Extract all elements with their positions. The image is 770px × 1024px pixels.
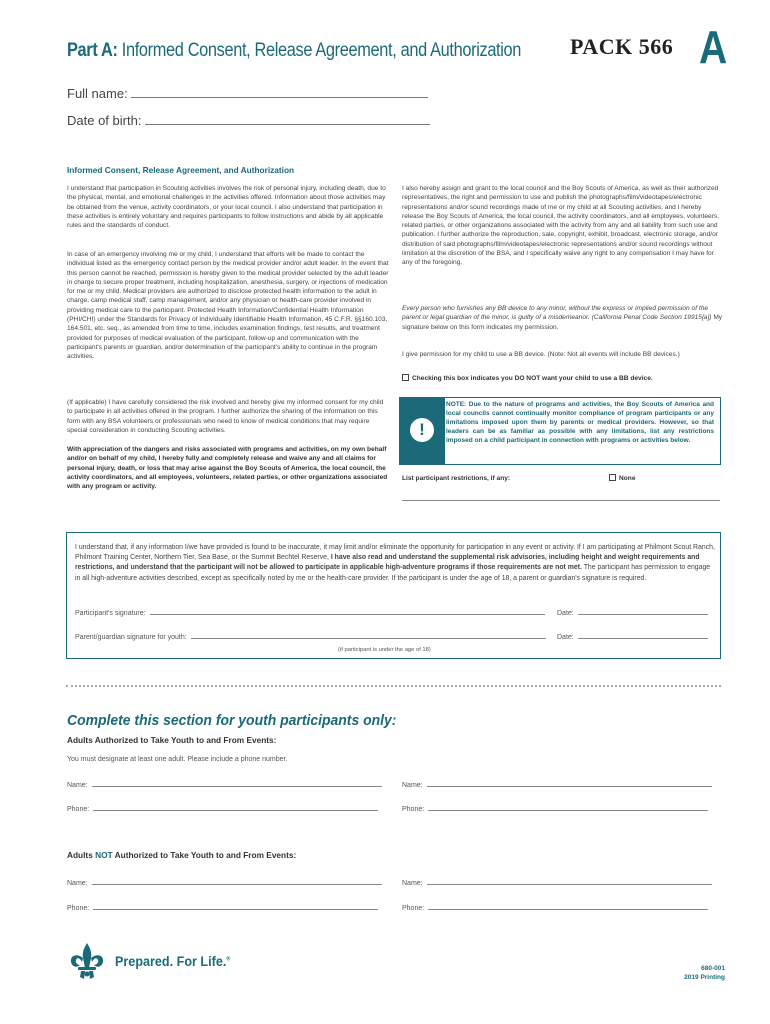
parent-signature-label: Parent/guardian signature for youth: — [75, 634, 187, 641]
statement-text: I understand that, if any information I/we have provided is found to be inaccurate, it may limit and/or eliminate the opportunity for participation in any event or activity. If I am participating at Philmont Scout Ranch, Philmont Training Center, Northern Tier, Sea Base, or the Summit Bechtel Reserve, — [75, 544, 715, 562]
consent-paragraph-3: (If applicable) I have carefully considered the risk involved and hereby give my informed consent for my child to participate in all activities offered in the program. I further authorize the sharing of the information on this form with any BSA volunteers or professionals who need to know of medical conditions that may require special consideration in conducting Scouting activities. — [67, 399, 384, 434]
section-divider — [66, 685, 721, 687]
authorized-name-2-row — [402, 780, 712, 789]
pack-number: PACK 566 — [570, 34, 674, 59]
parent-signature-row — [75, 632, 546, 641]
authorized-name-1-field[interactable] — [92, 780, 382, 787]
under-18-note: (if participant is under the age of 18) — [338, 647, 431, 653]
parent-date-field[interactable] — [578, 632, 708, 639]
name-label: Name: — [67, 782, 88, 789]
authorized-phone-1-field[interactable] — [93, 804, 378, 811]
youth-heading: Complete this section for youth participants only: — [67, 712, 397, 729]
full-name-field[interactable] — [131, 86, 428, 98]
not-heading-not: NOT — [95, 850, 113, 860]
restrictions-label: List participant restrictions, if any: — [402, 475, 511, 482]
consent-paragraph-1: I understand that participation in Scouting activities involves the risk of personal injury, including death, due to the physical, mental, and emotional challenges in the activities offered. Information about those activities may be obtained from the venue, activity coordinators, or your local council. I also understand that participation in these activities is entirely voluntary and requires participants to follow instructions and abide by all applicable rules and the standards of conduct. — [67, 185, 386, 230]
authorized-phone-2-field[interactable] — [428, 804, 708, 811]
not-heading-post: Authorized to Take Youth to and From Events: — [112, 850, 297, 860]
parent-date-label: Date: — [557, 634, 574, 641]
participant-signature-field[interactable] — [150, 608, 545, 615]
bb-permission-text: I give permission for my child to use a BB device. (Note: Not all events will include BB devices.) — [402, 351, 680, 358]
participant-date-row — [557, 608, 708, 617]
not-authorized-phone-2-field[interactable] — [428, 903, 708, 910]
phone-label: Phone: — [402, 806, 425, 813]
dob-label: Date of birth: — [67, 113, 142, 128]
name-label: Name: — [67, 880, 88, 887]
statement-bold: I have also read and understand the supplemental risk advisories, including height and weight requirements and restrictions, and understand that the participant will not be allowed to participate in applicable high-adventure programs if those requirements are not met. — [75, 554, 700, 572]
not-authorized-heading — [67, 850, 296, 860]
consent-paragraph-2: In case of an emergency involving me or my child, I understand that efforts will be made to contact the individual listed as the emergency contact person by the medical provider and/or adult leader. In the event that this person cannot be reached, permission is hereby given to the medical provider selected by the adult leader in charge to secure proper treatment, including hospitalization, anesthesia, surgery, or injections of medication for me or my child. Medical providers are authorized to disclose protected health information to the adult in charge, camp medical staff, camp management, and/or any physician or health-care provider involved in providing medical care to the participant. Protected Health Information/Confidential Health Information (PHI/CHI) under the Standards for Privacy of Individually Identifiable Health Information, 45 C.F.R. §§160.103, 164.501, etc. seq., as amended from time to time, includes examination findings, test results, and treatment provided for purposes of medical evaluation of the participant, follow-up and communication with the participant's parents or guardian, and/or determination of the participant's ability to continue in the program activities. — [67, 251, 389, 361]
part-label: Part A: — [67, 40, 118, 61]
phone-label: Phone: — [67, 806, 90, 813]
bsa-fleur-de-lis-icon — [67, 941, 107, 981]
not-authorized-name-2-field[interactable] — [427, 878, 712, 885]
media-release-paragraph: I also hereby assign and grant to the local council and the Boy Scouts of America, as well as their authorized representatives, the right and permission to use and publish the photographs/film/videotapes/electronic representations and/or sound recordings made of me or my child at all Scouting activities, and I hereby release the Boy Scouts of America, the local council, the activity coordinators, and all employees, volunteers, related parties, or other organizations associated with the activity from any and all liability from such use and publication. I further authorize the reproduction, sale, copyright, exhibit, broadcast, electronic storage, and/or distribution of said photographs/film/videotapes/electronic representations and/or sound recordings without limitation at the discretion of the BSA, and I specifically waive any right to any compensation I may have for any of the foregoing. — [402, 185, 720, 267]
bb-law-italic: Every person who furnishes any BB device to any minor, without the express or implied permission of the parent or legal guardian of the minor, is guilty of a misdemeanor. (California Penal Code Section 19915[a]) — [402, 305, 712, 322]
authorized-heading: Adults Authorized to Take Youth to and From Events: — [67, 735, 277, 745]
bb-optout-checkbox[interactable] — [402, 374, 409, 381]
consent-heading: Informed Consent, Release Agreement, and Authorization — [67, 165, 295, 175]
part-letter: A — [699, 21, 728, 73]
title-text: Informed Consent, Release Agreement, and Authorization — [121, 40, 522, 61]
form-number: 680-001 — [701, 965, 725, 972]
participant-signature-label: Participant's signature: — [75, 610, 146, 617]
phone-label: Phone: — [402, 905, 425, 912]
tagline — [115, 953, 230, 969]
participant-date-field[interactable] — [578, 608, 708, 615]
participant-signature-row — [75, 608, 545, 617]
form-title — [67, 40, 521, 62]
authorized-name-2-field[interactable] — [427, 780, 712, 787]
not-authorized-name-1-field[interactable] — [92, 878, 382, 885]
not-authorized-phone-1-row — [67, 903, 378, 912]
authorized-phone-1-row — [67, 804, 378, 813]
participant-date-label: Date: — [557, 610, 574, 617]
full-name-label: Full name: — [67, 86, 128, 101]
release-paragraph: With appreciation of the dangers and risks associated with programs and activities, on my own behalf and/or on behalf of my child, I hereby fully and completely release and waive any and all claims for personal injury, death, or loss that may arise against the Boy Scouts of America, the local council, the activity coordinators, and all employees, volunteers, related parties, or other organizations associated with any program or activity. — [67, 446, 388, 491]
tagline-text: Prepared. For Life. — [115, 953, 227, 969]
not-heading-pre: Adults — [67, 850, 96, 860]
parent-date-row — [557, 632, 708, 641]
none-row — [609, 474, 635, 483]
not-authorized-name-2-row — [402, 878, 712, 887]
form-number-block — [684, 964, 725, 982]
full-name-row — [67, 86, 428, 101]
printing-year: 2019 Printing — [684, 974, 725, 981]
bb-checkbox-row — [402, 374, 724, 383]
not-authorized-phone-2-row — [402, 903, 708, 912]
name-label: Name: — [402, 782, 423, 789]
restrictions-field[interactable] — [402, 500, 720, 501]
none-label: None — [619, 475, 636, 482]
statement-tail: The participant has permission to engage in all high-adventure activities described, except as specifically noted by me or the health-care provider. If the participant is under the age of 18, a parent or guardian's signature is required. — [75, 564, 711, 582]
bb-law-tail: My signature below on this form indicates my permission. — [402, 314, 723, 331]
not-authorized-name-1-row — [67, 878, 382, 887]
name-label: Name: — [402, 880, 423, 887]
authorized-phone-2-row — [402, 804, 708, 813]
exclamation-icon: ! — [410, 418, 434, 442]
dob-row — [67, 113, 430, 128]
bb-checkbox-label: Checking this box indicates you DO NOT want your child to use a BB device. — [412, 375, 653, 382]
signature-statement — [75, 543, 715, 584]
parent-signature-field[interactable] — [191, 632, 546, 639]
none-checkbox[interactable] — [609, 474, 616, 481]
registered-mark: ® — [226, 956, 231, 963]
phone-label: Phone: — [67, 905, 90, 912]
dob-field[interactable] — [145, 113, 430, 125]
designate-note: You must designate at least one adult. Please include a phone number. — [67, 756, 288, 763]
authorized-name-1-row — [67, 780, 382, 789]
notice-text: NOTE: Due to the nature of programs and activities, the Boy Scouts of America and local councils cannot continually monitor compliance of program participants or any limitations imposed upon them by parents or medical providers. However, so that leaders can be as familiar as possible with any limitations, list any restrictions imposed on a child participant in connection with programs or activities below. — [446, 401, 714, 444]
not-authorized-phone-1-field[interactable] — [93, 903, 378, 910]
bb-law-paragraph — [402, 304, 724, 332]
